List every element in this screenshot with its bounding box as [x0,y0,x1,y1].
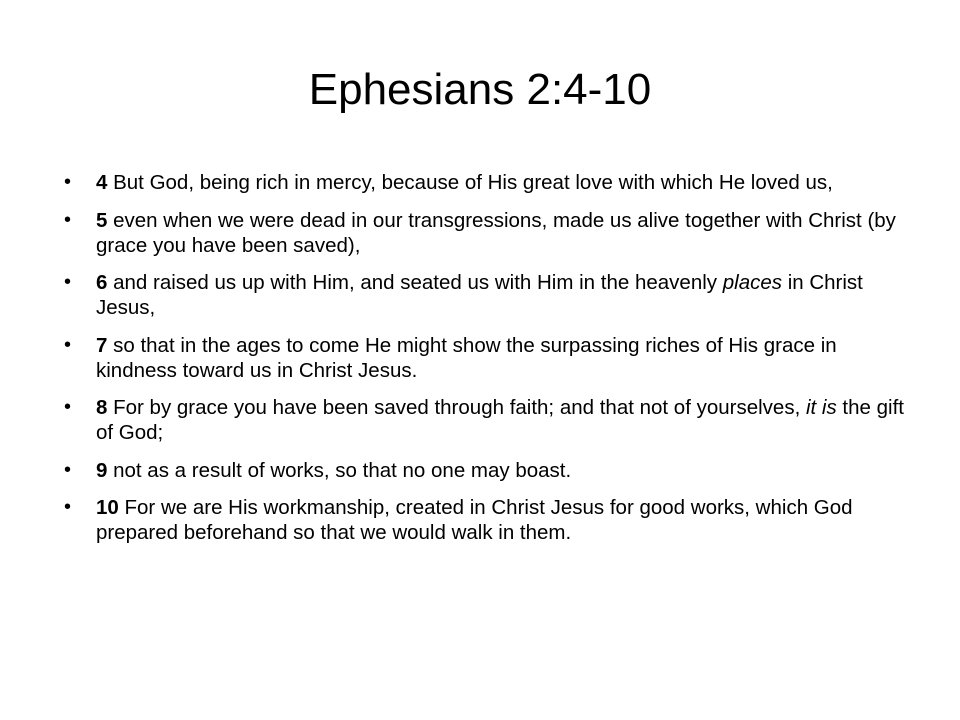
verse-text-italic: it is [805,396,837,419]
slide-title: Ephesians 2:4-10 [308,65,652,114]
verse-item [64,395,904,445]
verse-item [64,208,904,258]
verse-number: 4 [96,171,108,194]
bullet-icon: • [64,333,72,356]
verse-text: But God, being rich in mercy, because of His great love with which He loved us, [107,171,833,194]
verse-number: 7 [96,333,108,357]
bullet-icon: • [64,496,72,518]
verse-item [64,495,904,545]
verse-item [64,270,904,320]
verse-text: the gift of God; [96,396,904,444]
bullet-icon: • [64,171,72,193]
verse-text: so that in the ages to come He might show the surpassing riches of His grace in kindness toward us in Christ Jesus. [96,333,837,382]
verse-text: For we are His workmanship, created in Christ Jesus for good works, which God prepared beforehand so that we would walk in them. [96,496,853,544]
verse-text-italic: places [722,271,782,294]
verse-item [64,458,904,483]
verse-text: even when we were dead in our transgressions, made us alive together with Christ (by grace you have been saved), [96,208,896,257]
verse-number: 8 [96,396,108,419]
verse-text: For by grace you have been saved through faith; and that not of yourselves, [107,396,806,419]
verse-number: 6 [96,271,108,294]
verse-text: not as a result of works, so that no one may boast. [107,458,572,482]
verse-item [64,170,904,195]
verse-item [64,333,904,383]
verse-list [64,170,904,558]
bullet-icon: • [64,458,72,481]
verse-number: 9 [96,458,108,482]
verse-number: 5 [96,208,108,232]
bullet-icon: • [64,208,72,231]
bullet-icon: • [64,396,72,418]
verse-text: in Christ Jesus, [96,271,863,319]
verse-number: 10 [96,496,119,519]
bullet-icon: • [64,271,72,293]
verse-text: and raised us up with Him, and seated us with Him in the heavenly [107,271,723,294]
